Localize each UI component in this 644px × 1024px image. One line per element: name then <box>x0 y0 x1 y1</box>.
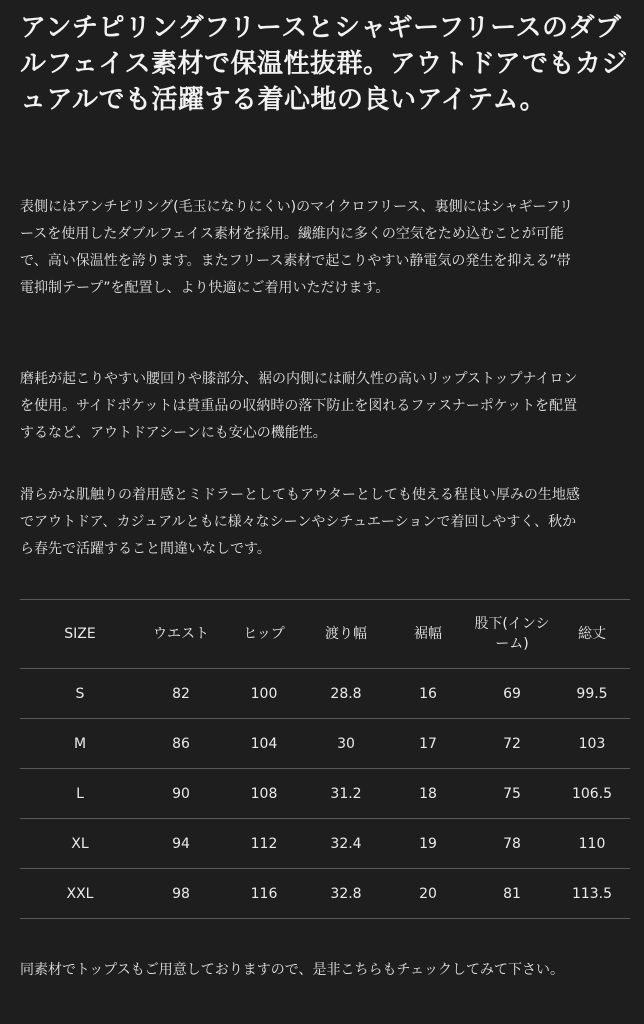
cell-size: S <box>20 669 140 719</box>
header-total-length: 総丈 <box>554 600 630 669</box>
cell-hem: 17 <box>386 719 470 769</box>
header-size: SIZE <box>20 600 140 669</box>
cell-inseam: 69 <box>470 669 554 719</box>
table-row <box>20 769 630 819</box>
cell-hem: 19 <box>386 819 470 869</box>
header-hip: ヒップ <box>222 600 306 669</box>
cell-hem: 20 <box>386 869 470 919</box>
cell-size: L <box>20 769 140 819</box>
size-chart-table <box>20 599 630 919</box>
cell-length: 110 <box>554 819 630 869</box>
cell-size: M <box>20 719 140 769</box>
closing-note: 同素材でトップスもご用意しておりますので、是非こちらもチェックしてみて下さい。 <box>20 962 565 978</box>
cell-waist: 86 <box>140 719 222 769</box>
cell-waist: 98 <box>140 869 222 919</box>
header-inseam: 股下(インシーム) <box>470 600 554 669</box>
description-paragraph-3: 滑らかな肌触りの着用感とミドラーとしてもアウターとしても使える程良い厚みの生地感でアウトドア、カジュアルともに様々なシーンやシチュエーションで着回しやすく、秋から春先で活躍すること間違いなしです。 <box>20 487 580 557</box>
cell-size: XXL <box>20 869 140 919</box>
cell-waist: 90 <box>140 769 222 819</box>
cell-waist: 82 <box>140 669 222 719</box>
header-thigh-width: 渡り幅 <box>306 600 386 669</box>
cell-size: XL <box>20 819 140 869</box>
cell-length: 103 <box>554 719 630 769</box>
cell-thigh: 32.8 <box>306 869 386 919</box>
cell-inseam: 72 <box>470 719 554 769</box>
cell-thigh: 31.2 <box>306 769 386 819</box>
cell-inseam: 81 <box>470 869 554 919</box>
cell-hip: 112 <box>222 819 306 869</box>
header-waist: ウエスト <box>140 600 222 669</box>
cell-inseam: 75 <box>470 769 554 819</box>
cell-hip: 100 <box>222 669 306 719</box>
cell-inseam: 78 <box>470 819 554 869</box>
table-row <box>20 669 630 719</box>
cell-waist: 94 <box>140 819 222 869</box>
cell-hip: 104 <box>222 719 306 769</box>
table-header-row <box>20 600 630 669</box>
cell-hem: 18 <box>386 769 470 819</box>
cell-thigh: 30 <box>306 719 386 769</box>
cell-hem: 16 <box>386 669 470 719</box>
cell-thigh: 28.8 <box>306 669 386 719</box>
table-row <box>20 719 630 769</box>
table-row <box>20 869 630 919</box>
description-paragraph-1: 表側にはアンチピリング(毛玉になりにくい)のマイクロフリース、裏側にはシャギーフリースを使用したダブルフェイス素材を採用。繊維内に多くの空気をため込むことが可能で、高い保温性を誇ります。またフリース素材で起こりやすい静電気の発生を抑える”帯電抑制テープ”を配置し、より快適にご着用いただけます。 <box>20 199 574 296</box>
cell-hip: 116 <box>222 869 306 919</box>
cell-length: 99.5 <box>554 669 630 719</box>
cell-length: 113.5 <box>554 869 630 919</box>
header-hem-width: 裾幅 <box>386 600 470 669</box>
table-row <box>20 819 630 869</box>
cell-length: 106.5 <box>554 769 630 819</box>
headline: アンチピリングフリースとシャギーフリースのダブルフェイス素材で保温性抜群。アウトドアでもカジュアルでも活躍する着心地の良いアイテム。 <box>20 13 628 115</box>
cell-thigh: 32.4 <box>306 819 386 869</box>
description-paragraph-2: 磨耗が起こりやすい腰回りや膝部分、裾の内側には耐久性の高いリップストップナイロンを使用。サイドポケットは貴重品の収納時の落下防止を図れるファスナーポケットを配置するなど、アウトドアシーンにも安心の機能性。 <box>20 371 578 441</box>
cell-hip: 108 <box>222 769 306 819</box>
